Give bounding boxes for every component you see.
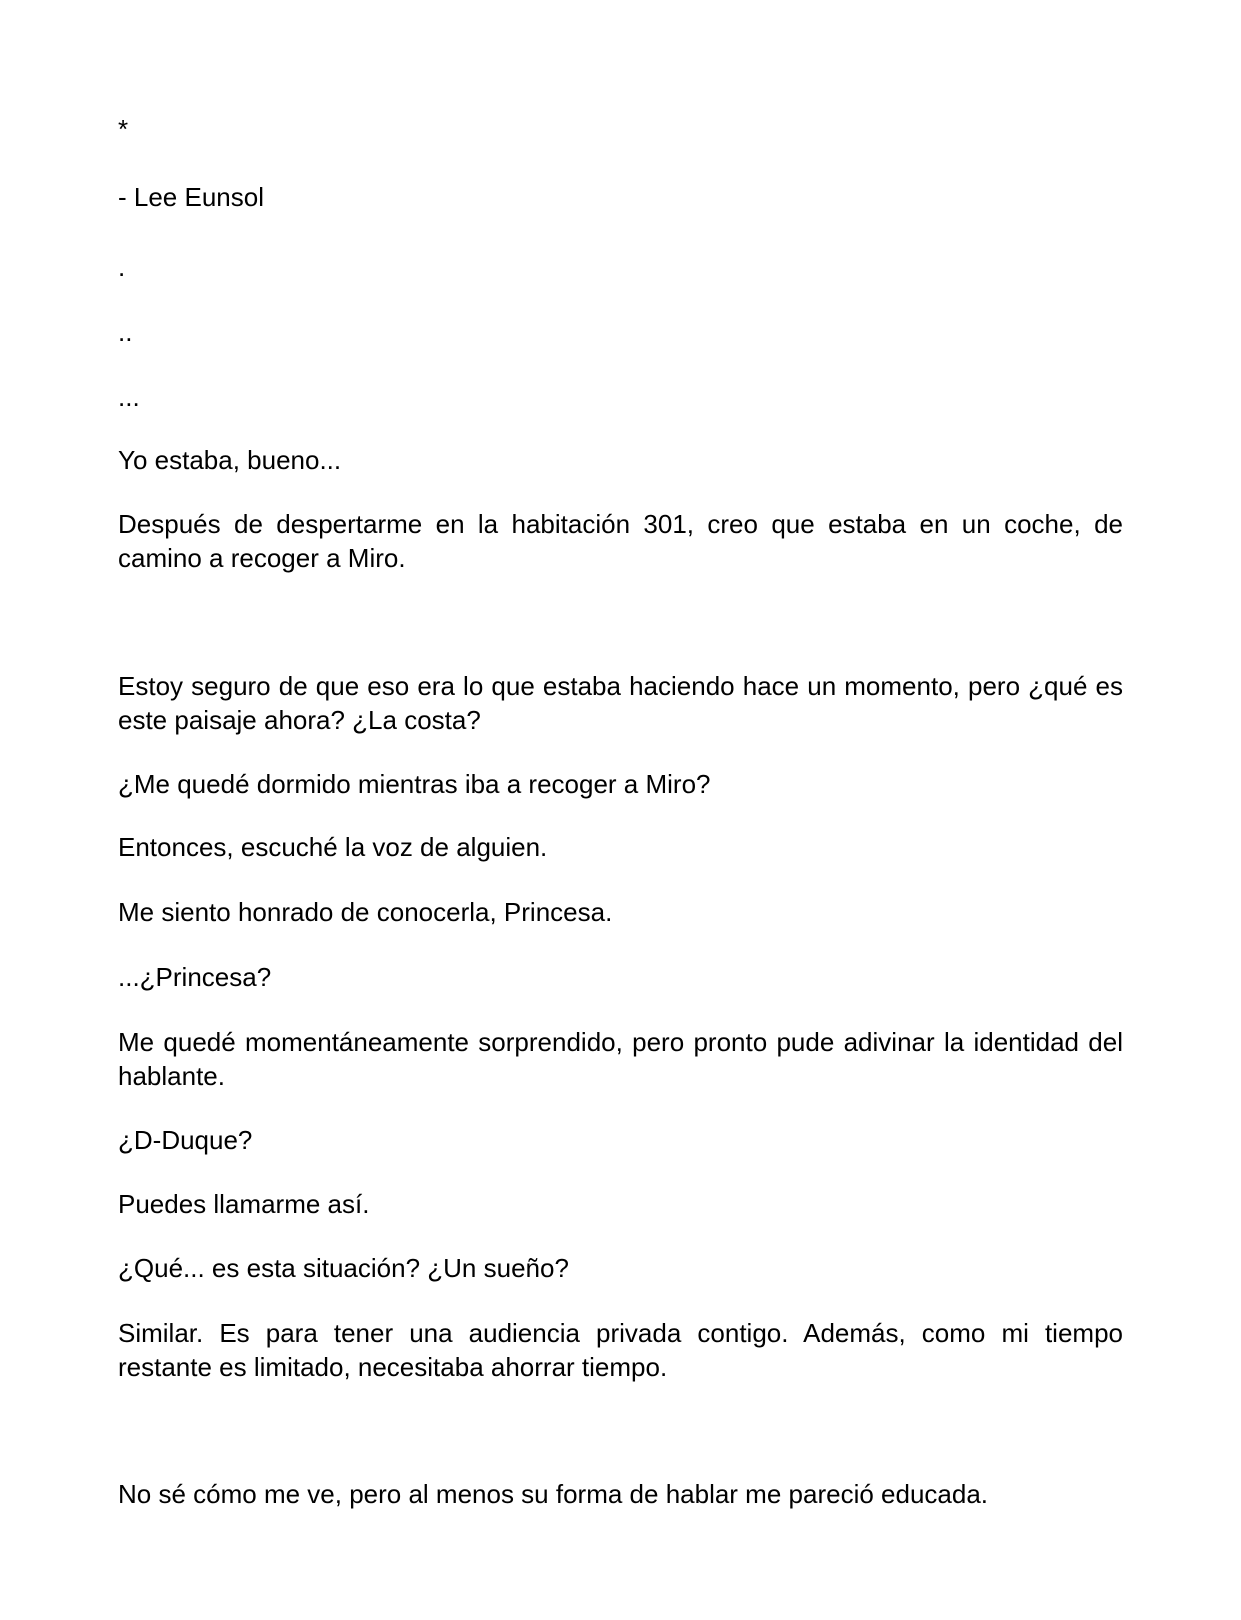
pov-heading: - Lee Eunsol	[118, 182, 264, 212]
paragraph: ¿Me quedé dormido mientras iba a recoger a Miro?	[118, 769, 711, 799]
paragraph: Estoy seguro de que eso era lo que estaba haciendo hace un momento, pero ¿qué es este paisaje ahora? ¿La costa?	[118, 671, 1123, 735]
paragraph: Yo estaba, bueno...	[118, 445, 342, 475]
paragraph: ¿Qué... es esta situación? ¿Un sueño?	[118, 1253, 569, 1283]
paragraph: Después de despertarme en la habitación 301, creo que estaba en un coche, de camino a recoger a Miro.	[118, 509, 1123, 573]
ellipsis-line-1: .	[118, 252, 126, 282]
paragraph: ...¿Princesa?	[118, 962, 272, 992]
paragraph: Me siento honrado de conocerla, Princesa.	[118, 897, 613, 927]
scene-break-asterisk: *	[118, 114, 129, 144]
paragraph: Similar. Es para tener una audiencia privada contigo. Además, como mi tiempo restante es limitado, necesitaba ahorrar tiempo.	[118, 1318, 1123, 1382]
ellipsis-line-3: ...	[118, 382, 140, 412]
paragraph: Me quedé momentáneamente sorprendido, pero pronto pude adivinar la identidad del hablante.	[118, 1027, 1123, 1091]
paragraph: Puedes llamarme así.	[118, 1189, 370, 1219]
paragraph: No sé cómo me ve, pero al menos su forma de hablar me pareció educada.	[118, 1479, 989, 1509]
paragraph: Entonces, escuché la voz de alguien.	[118, 832, 548, 862]
paragraph: ¿D-Duque?	[118, 1125, 253, 1155]
ellipsis-line-2: ..	[118, 317, 133, 347]
